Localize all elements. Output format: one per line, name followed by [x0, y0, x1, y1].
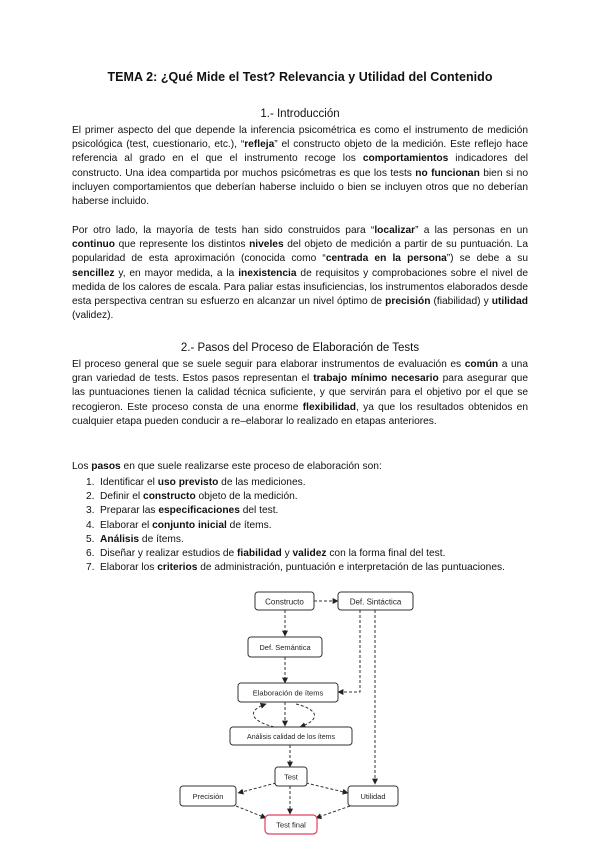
edge-utilidad-testfinal	[316, 806, 350, 818]
list-item: 3. Preparar las especificaciones del test.	[86, 505, 279, 517]
node-def-sintactica	[338, 592, 413, 610]
list-item: 2. Definir el constructo objeto de la medición.	[86, 491, 298, 503]
node-constructo	[255, 592, 314, 610]
node-test-final-label: Test final	[276, 820, 306, 830]
node-elaboracion-items-label: Elaboración de ítems	[252, 688, 324, 698]
edge-test-precision	[238, 783, 276, 793]
paragraph-4: Los pasos en que suele realizarse este proceso de elaboración son:	[72, 461, 382, 472]
node-precision	[180, 786, 236, 806]
list-item: 4. Elaborar el conjunto inicial de ítems.	[86, 519, 272, 531]
node-analisis-calidad-label: Análisis calidad de los ítems	[247, 734, 335, 741]
node-precision-label: Precisión	[192, 792, 224, 801]
edge-analisis-elaboracion-loop-left	[253, 704, 274, 727]
node-test	[275, 767, 307, 786]
node-elaboracion-items	[238, 683, 338, 702]
edge-test-utilidad	[306, 783, 348, 793]
list-item: 6. Diseñar y realizar estudios de fiabilidad y validez con la forma final del test.	[86, 548, 446, 560]
node-test-label: Test	[284, 772, 298, 782]
list-item: 5. Análisis de ítems.	[86, 533, 184, 545]
node-analisis-calidad	[230, 727, 352, 745]
paragraph-2: Por otro lado, la mayoría de tests han sido construidos para “localizar” a las personas en un continuo que represente los distintos niveles del objeto de medición a partir de su puntuación. La popularidad de esta aproximación (conocida como “centrada en la persona”) se debe a su sencillez y, en mayor medida, a la inexistencia de requisitos y comprobaciones sobre el nivel de medida de los calores de escala. Para paliar estas insuficiencias, los instrumentos elaborados desde esta perspectiva centran su esfuerzo en alcanzar un nivel óptimo de precisión (fiabilidad) y utilidad (validez).	[72, 225, 529, 322]
node-utilidad-label: Utilidad	[360, 792, 386, 801]
page-title: TEMA 2: ¿Qué Mide el Test? Relevancia y Utilidad del Contenido	[107, 70, 493, 84]
list-item: 7. Elaborar los criterios de administración, puntuación e interpretación de las puntuaciones.	[86, 562, 505, 574]
paragraph-1: El primer aspecto del que depende la inferencia psicométrica es como el instrumento de medición psicológica (test, cuestionario, etc.), “refleja” el constructo objeto de la medición. Este reflejo hace referencia al grado en el que el instrumento recoge los comportamientos indicadores del constructo. Una idea compartida por muchos psicómetras es que los tests no funcionan bien si no incluyen comportamientos que deberían haberse incluido o bien se incluyen otros que no deberían haberse incluido.	[72, 125, 528, 208]
node-constructo-label: Constructo	[265, 597, 304, 607]
section-heading-introduccion: 1.- Introducción	[260, 108, 340, 120]
list-item: 1. Identificar el uso previsto de las mediciones.	[86, 477, 306, 488]
node-def-semantica-label: Def. Semántica	[259, 643, 311, 652]
edge-precision-testfinal	[236, 806, 266, 818]
section-heading-pasos: 2.- Pasos del Proceso de Elaboración de Tests	[180, 342, 420, 354]
node-def-semantica	[248, 637, 322, 657]
edge-defsintactica-elaboracion	[338, 610, 360, 692]
paragraph-3: El proceso general que se suele seguir para elaborar instrumentos de evaluación es común a una gran variedad de tests. Estos pasos representan el trabajo mínimo necesario para asegurar que las puntuaciones tienen la calidad técnica suficiente, y que servirán para el objetivo por el que se recogieron. Este proceso consta de una enorme flexibilidad, ya que los resultados obtenidos en cualquier etapa pueden conducir a re–elaborar lo realizado en etapas anteriores.	[72, 359, 529, 427]
node-def-sintactica-label: Def. Sintáctica	[349, 597, 402, 607]
node-test-final	[265, 815, 317, 834]
node-utilidad	[348, 786, 398, 806]
edge-elaboracion-analisis-loop-right	[296, 704, 315, 727]
